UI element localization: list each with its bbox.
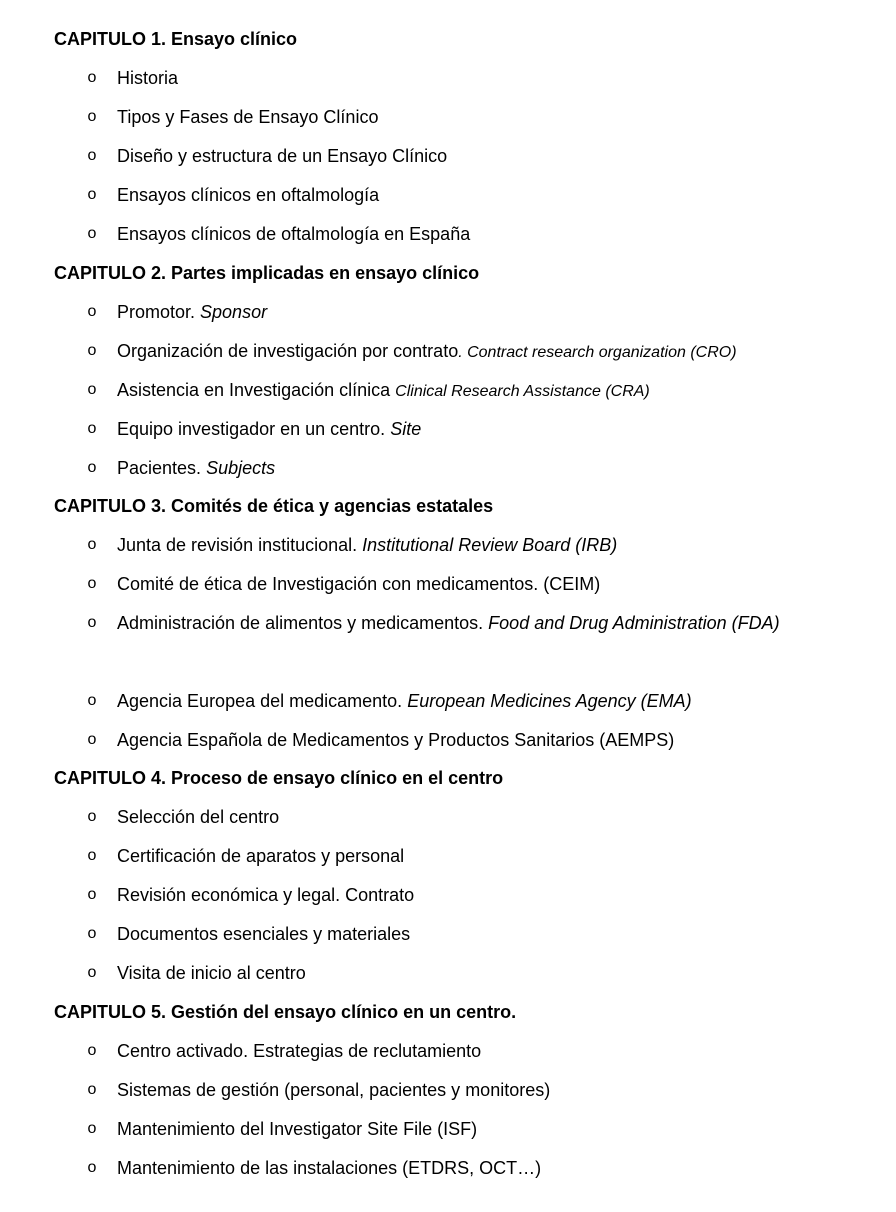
list-item-text: Revisión económica y legal. Contrato [117, 885, 415, 905]
hollow-bullet-icon: o [87, 808, 97, 825]
list-item-text: Asistencia en Investigación clínica Clinical Research Assistance (CRA) [117, 380, 650, 400]
list-item-text: Agencia Española de Medicamentos y Productos Sanitarios (AEMPS) [117, 730, 675, 750]
list-item-text: Documentos esenciales y materiales [117, 924, 411, 944]
list-item-text: Mantenimiento de las instalaciones (ETDRS, OCT…) [117, 1158, 542, 1178]
hollow-bullet-icon: o [87, 964, 97, 981]
list-item-text: Promotor. Sponsor [117, 302, 268, 322]
list-item-text: Certificación de aparatos y personal [117, 846, 405, 866]
list-item-text: Mantenimiento del Investigator Site File (ISF) [117, 1119, 478, 1139]
chapter-heading: CAPITULO 3. Comités de ética y agencias estatales [54, 496, 494, 516]
hollow-bullet-icon: o [87, 575, 97, 592]
list-item-text: Ensayos clínicos de oftalmología en España [117, 224, 471, 244]
hollow-bullet-icon: o [87, 147, 97, 164]
list-item-text: Pacientes. Subjects [117, 458, 276, 478]
hollow-bullet-icon: o [87, 1159, 97, 1176]
chapter-heading: CAPITULO 4. Proceso de ensayo clínico en el centro [54, 768, 504, 788]
list-item-text: Diseño y estructura de un Ensayo Clínico [117, 146, 448, 166]
hollow-bullet-icon: o [87, 536, 97, 553]
list-item-text: Organización de investigación por contrato. Contract research organization (CRO) [117, 341, 737, 361]
chapter-heading: CAPITULO 5. Gestión del ensayo clínico en un centro. [54, 1002, 517, 1022]
list-item-text: Selección del centro [117, 807, 280, 827]
list-item-text: Ensayos clínicos en oftalmología [117, 185, 380, 205]
hollow-bullet-icon: o [87, 225, 97, 242]
list-item-text: Comité de ética de Investigación con medicamentos. (CEIM) [117, 574, 601, 594]
hollow-bullet-icon: o [87, 303, 97, 320]
hollow-bullet-icon: o [87, 342, 97, 359]
chapter-heading: CAPITULO 2. Partes implicadas en ensayo clínico [54, 263, 480, 283]
list-item-text: Tipos y Fases de Ensayo Clínico [117, 107, 379, 127]
list-item-text: Centro activado. Estrategias de reclutamiento [117, 1041, 482, 1061]
list-item-text: Visita de inicio al centro [117, 963, 306, 983]
hollow-bullet-icon: o [87, 886, 97, 903]
chapter-heading: CAPITULO 1. Ensayo clínico [54, 29, 298, 49]
list-item-text: Junta de revisión institucional. Institutional Review Board (IRB) [117, 535, 618, 555]
hollow-bullet-icon: o [87, 69, 97, 86]
list-item-text: Agencia Europea del medicamento. European Medicines Agency (EMA) [117, 691, 692, 711]
hollow-bullet-icon: o [87, 420, 97, 437]
hollow-bullet-icon: o [87, 731, 97, 748]
hollow-bullet-icon: o [87, 925, 97, 942]
hollow-bullet-icon: o [87, 692, 97, 709]
hollow-bullet-icon: o [87, 381, 97, 398]
list-item-text: Sistemas de gestión (personal, pacientes y monitores) [117, 1080, 551, 1100]
hollow-bullet-icon: o [87, 847, 97, 864]
hollow-bullet-icon: o [87, 1081, 97, 1098]
hollow-bullet-icon: o [87, 186, 97, 203]
list-item-text: Historia [117, 68, 179, 88]
hollow-bullet-icon: o [87, 459, 97, 476]
hollow-bullet-icon: o [87, 614, 97, 631]
list-item-text: Administración de alimentos y medicamentos. Food and Drug Administration (FDA) [117, 613, 780, 633]
list-item-text: Equipo investigador en un centro. Site [117, 419, 422, 439]
hollow-bullet-icon: o [87, 108, 97, 125]
hollow-bullet-icon: o [87, 1042, 97, 1059]
hollow-bullet-icon: o [87, 1120, 97, 1137]
